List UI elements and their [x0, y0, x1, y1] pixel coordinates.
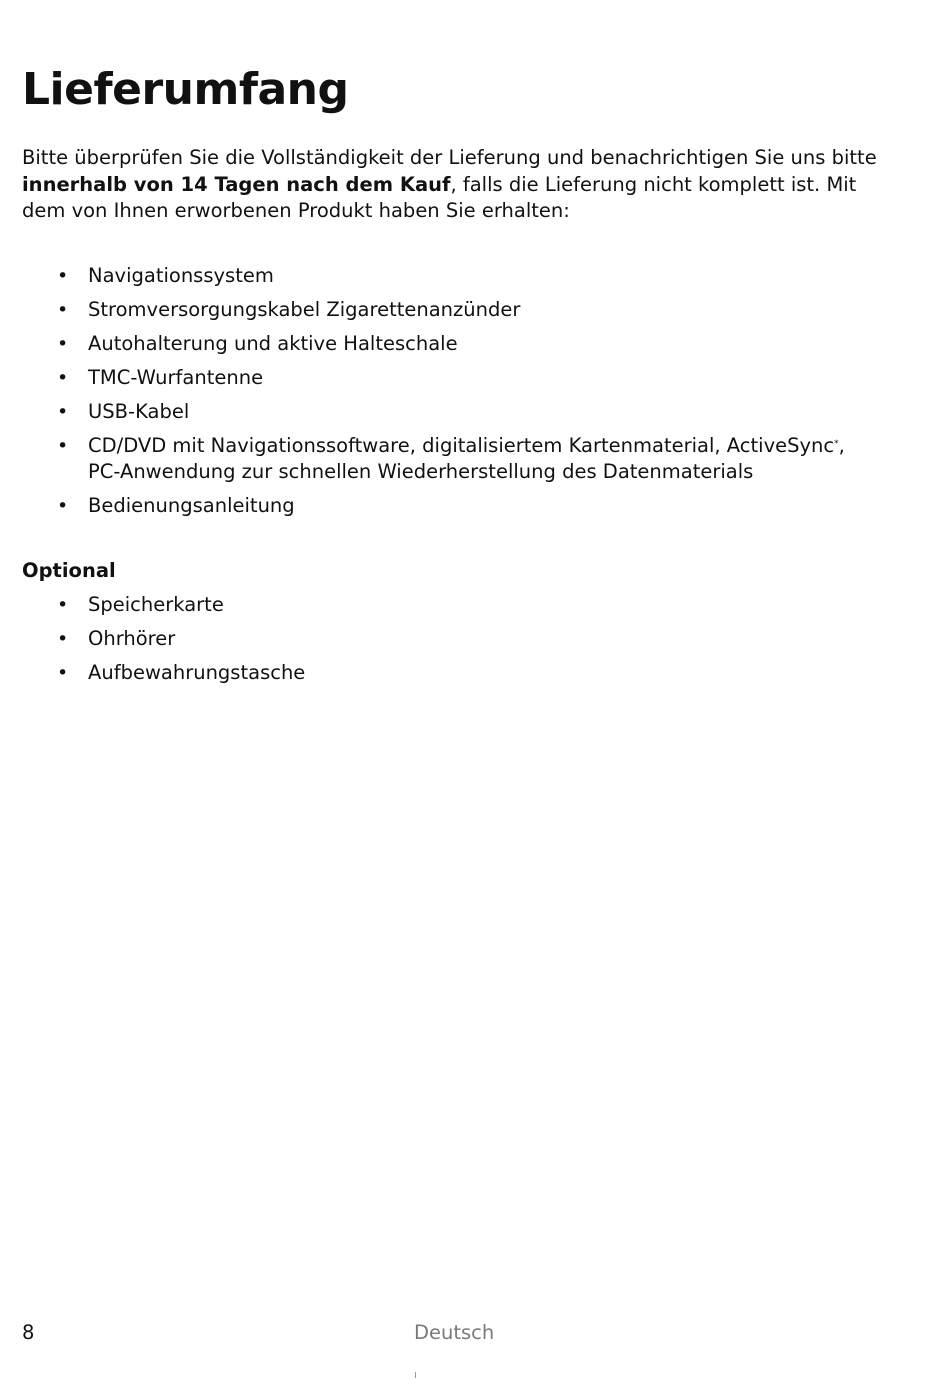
- optional-items-list: [22, 592, 902, 694]
- list-item: [22, 331, 902, 357]
- list-item: [22, 365, 902, 391]
- bullet-icon: •: [57, 367, 69, 389]
- bullet-icon: •: [57, 333, 69, 355]
- intro-paragraph: [22, 145, 902, 225]
- bullet-icon: •: [57, 495, 69, 517]
- list-item: [22, 660, 902, 686]
- cd-item-comma: ,: [838, 434, 845, 457]
- intro-deadline-bold: innerhalb von 14 Tagen nach dem Kauf: [22, 172, 451, 196]
- bullet-icon: •: [57, 662, 69, 684]
- list-item-label: USB-Kabel: [88, 400, 190, 423]
- crop-mark: [415, 1372, 416, 1378]
- bullet-icon: •: [57, 628, 69, 650]
- intro-text-start: Bitte überprüfen Sie die Vollständigkeit der Lieferung und benachrichtigen Sie uns bitte: [22, 146, 877, 169]
- list-item-cd-dvd: [22, 433, 902, 485]
- list-item-label: Bedienungsanleitung: [88, 494, 295, 517]
- footer-language: Deutsch: [414, 1321, 495, 1344]
- list-item-label: Autohalterung und aktive Halteschale: [88, 332, 458, 355]
- list-item-label: Speicherkarte: [88, 593, 224, 616]
- list-item-label: Navigationssystem: [88, 264, 274, 287]
- list-item: [22, 297, 902, 323]
- list-item: [22, 263, 902, 289]
- bullet-icon: •: [57, 594, 69, 616]
- list-item-label: Aufbewahrungstasche: [88, 661, 306, 684]
- list-item-label: TMC-Wurfantenne: [88, 366, 264, 389]
- intro-text-end: , falls die Lieferung nicht komplett ist. Mit dem von Ihnen erworbenen Produkt haben Sie erhalten:: [22, 172, 857, 222]
- cd-item-text: CD/DVD mit Navigationssoftware, digitalisiertem Kartenmaterial, ActiveSync: [88, 434, 835, 457]
- bullet-icon: •: [57, 435, 69, 457]
- footnote-mark: *: [834, 439, 839, 449]
- bullet-icon: •: [57, 265, 69, 287]
- list-item: [22, 592, 902, 618]
- page-title: Lieferumfang: [22, 64, 349, 115]
- page-number: 8: [22, 1321, 35, 1344]
- list-item-label: Stromversorgungskabel Zigarettenanzünder: [88, 298, 521, 321]
- optional-heading: Optional: [22, 559, 116, 582]
- list-item: [22, 399, 902, 425]
- list-item: [22, 493, 902, 519]
- bullet-icon: •: [57, 299, 69, 321]
- list-item-label: Ohrhörer: [88, 627, 176, 650]
- bullet-icon: •: [57, 401, 69, 423]
- delivery-contents-list: [22, 263, 902, 527]
- cd-item-second-line: PC-Anwendung zur schnellen Wiederherstellung des Datenmaterials: [88, 460, 754, 483]
- list-item: [22, 626, 902, 652]
